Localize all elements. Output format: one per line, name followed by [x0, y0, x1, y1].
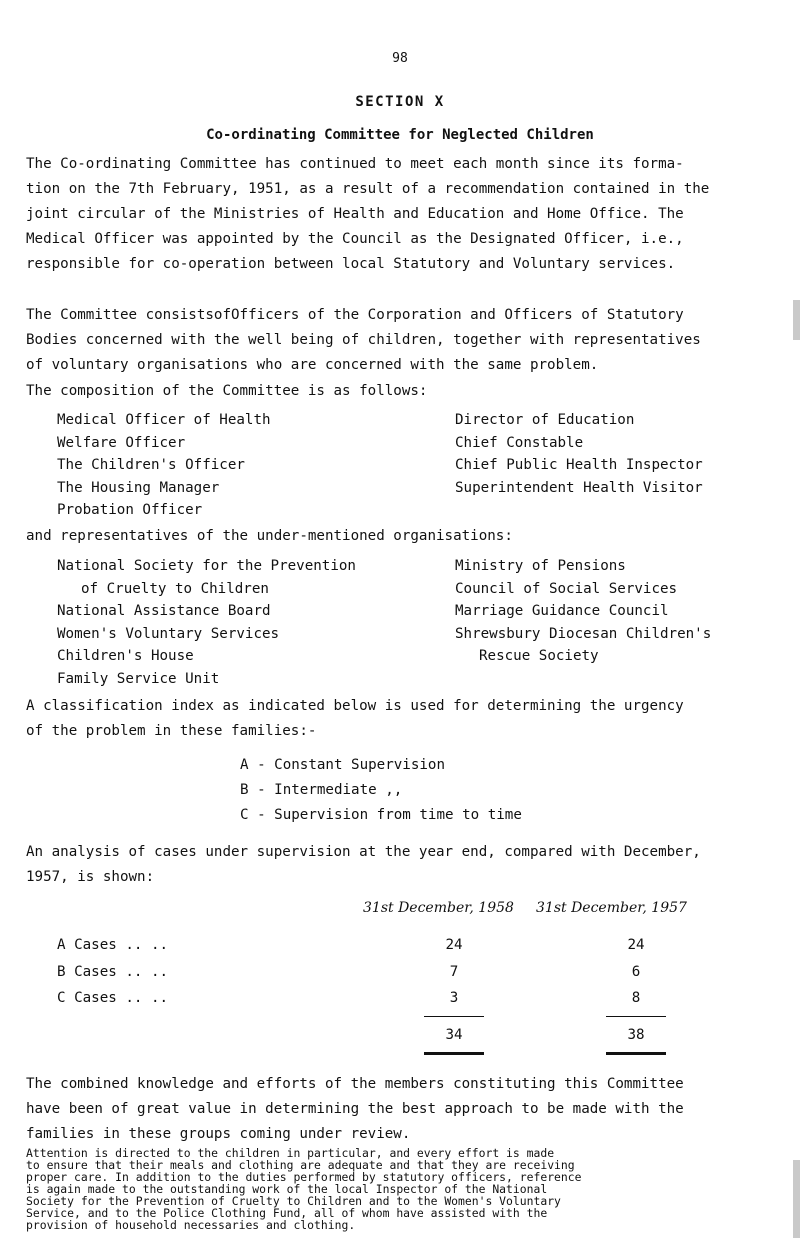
- officer-item: Medical Officer of Health: [57, 412, 271, 428]
- text-line: 1957, is shown:: [26, 869, 155, 885]
- officer-item: Chief Constable: [455, 434, 584, 451]
- text-line: The composition of the Committee is as follows:: [26, 383, 428, 399]
- text-line: Society for the Prevention of Cruelty to Children and to the Women's Voluntary: [26, 1194, 561, 1208]
- total-double-rule: [424, 1052, 484, 1055]
- organisation-item: Children's House: [57, 648, 194, 664]
- row-label: C Cases .. ..: [57, 990, 169, 1006]
- organisation-item: Women's Voluntary Services: [57, 625, 280, 642]
- text-line: joint circular of the Ministries of Health and Education and Home Office. The: [26, 206, 684, 222]
- column-header-1957: 31st December, 1957: [536, 900, 687, 916]
- text-line: to ensure that their meals and clothing are adequate and that they are receiving: [26, 1158, 575, 1172]
- organisation-item: Family Service Unit: [57, 670, 220, 687]
- organisation-item: Council of Social Services: [455, 580, 678, 597]
- paragraph-attention: [26, 1147, 774, 1231]
- paragraph-committee: [26, 303, 774, 378]
- classification-item: C - Supervision from time to time: [240, 807, 522, 823]
- row-label: A Cases .. ..: [57, 937, 169, 953]
- text-line: The combined knowledge and efforts of the members constituting this Committee: [26, 1076, 684, 1092]
- text-line: Medical Officer was appointed by the Council as the Designated Officer, i.e.,: [26, 231, 684, 247]
- analysis-intro: [26, 840, 774, 890]
- officer-item: Probation Officer: [57, 502, 203, 518]
- cell-1958: 24: [445, 937, 463, 953]
- paragraph-intro: [26, 152, 774, 277]
- cell-1958: 7: [449, 964, 459, 980]
- officer-item: Chief Public Health Inspector: [455, 457, 703, 473]
- officer-item: Superintendent Health Visitor: [455, 479, 703, 496]
- officer-item: The Children's Officer: [57, 457, 245, 473]
- text-line: The Committee consistsofOfficers of the Corporation and Officers of Statutory: [26, 307, 684, 323]
- classification-item: B - Intermediate ,,: [240, 782, 403, 798]
- row-label: B Cases .. ..: [57, 964, 169, 980]
- cell-1957: 8: [631, 990, 641, 1006]
- officers-list-left: [57, 409, 271, 522]
- organisation-item: Marriage Guidance Council: [455, 603, 669, 619]
- organisation-item: National Assistance Board: [57, 603, 271, 619]
- classification-item: A - Constant Supervision: [240, 757, 445, 773]
- text-line: families in these groups coming under review.: [26, 1126, 411, 1142]
- text-line: tion on the 7th February, 1951, as a result of a recommendation contained in the: [26, 181, 710, 197]
- organisation-item: Shrewsbury Diocesan Children's: [455, 625, 712, 642]
- organisation-item: of Cruelty to Children: [81, 580, 269, 597]
- section-heading: SECTION X: [355, 94, 445, 110]
- cell-1958: 3: [449, 990, 459, 1006]
- text-line: Bodies concerned with the well being of children, together with representatives: [26, 332, 701, 348]
- cell-1957: 24: [627, 937, 645, 953]
- text-line: of the problem in these families:-: [26, 723, 317, 739]
- text-line: proper care. In addition to the duties performed by statutory officers, reference: [26, 1170, 582, 1184]
- total-1957: 38: [627, 1027, 645, 1043]
- text-line: have been of great value in determining the best approach to be made with the: [26, 1101, 684, 1117]
- classification-intro: [26, 694, 774, 744]
- total-rule: [606, 1016, 666, 1017]
- orgs-list-left: [57, 555, 356, 690]
- total-rule: [424, 1016, 484, 1017]
- cell-1957: 6: [631, 964, 641, 980]
- paragraph-knowledge: [26, 1072, 774, 1147]
- text-line: provision of household necessaries and clothing.: [26, 1218, 356, 1232]
- scan-edge: [793, 300, 800, 340]
- text-line: and representatives of the under-mentioned organisations:: [26, 528, 513, 544]
- officer-item: Welfare Officer: [57, 434, 186, 451]
- total-double-rule: [606, 1052, 666, 1055]
- orgs-list-right: [455, 555, 711, 668]
- organisation-item: Rescue Society: [479, 648, 599, 664]
- officer-item: Director of Education: [455, 412, 635, 428]
- text-line: is again made to the outstanding work of the local Inspector of the National: [26, 1182, 548, 1196]
- classification-list: [240, 753, 522, 828]
- scan-edge: [793, 1160, 800, 1238]
- organisation-item: National Society for the Prevention: [57, 558, 356, 574]
- total-1958: 34: [445, 1027, 463, 1043]
- officers-list-right: [455, 409, 703, 499]
- organisation-item: Ministry of Pensions: [455, 558, 626, 574]
- text-line: responsible for co-operation between local Statutory and Voluntary services.: [26, 256, 676, 272]
- text-line: Service, and to the Police Clothing Fund, all of whom have assisted with the: [26, 1206, 548, 1220]
- officer-item: The Housing Manager: [57, 479, 220, 496]
- document-title: Co-ordinating Committee for Neglected Children: [206, 127, 594, 143]
- text-line: A classification index as indicated below is used for determining the urgency: [26, 698, 684, 714]
- composition-intro: [26, 379, 774, 404]
- text-line: The Co-ordinating Committee has continued to meet each month since its forma-: [26, 156, 684, 172]
- page-number: 98: [392, 51, 408, 66]
- text-line: of voluntary organisations who are concerned with the same problem.: [26, 357, 599, 373]
- text-line: An analysis of cases under supervision at the year end, compared with December,: [26, 844, 701, 860]
- organisations-intro: [26, 524, 774, 549]
- column-header-1958: 31st December, 1958: [363, 900, 514, 916]
- text-line: Attention is directed to the children in particular, and every effort is made: [26, 1146, 555, 1160]
